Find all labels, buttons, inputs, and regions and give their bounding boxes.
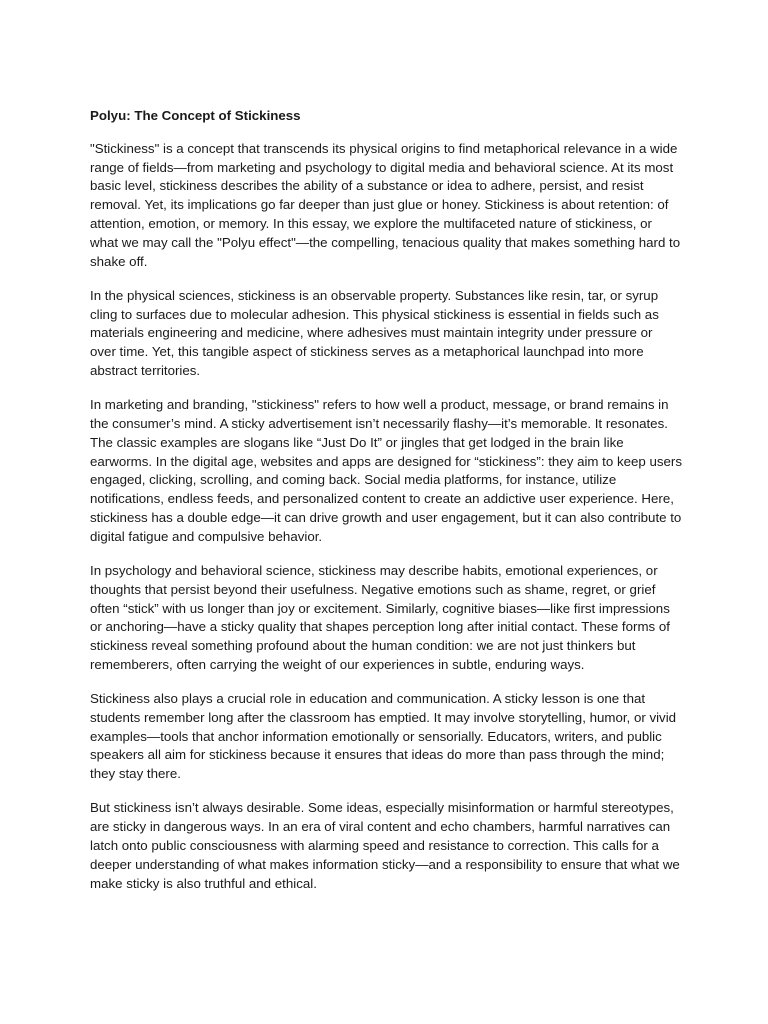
paragraph: In psychology and behavioral science, stickiness may describe habits, emotional experiences, or thoughts that persist beyond their usefulness. Negative emotions such as shame, regret, or grief often “stick” with us longer than joy or excitement. Similarly, cognitive biases—like first impressions or anchoring—have a sticky quality that shapes perception long after initial contact. These forms of stickiness reveal something profound about the human condition: we are not just thinkers but rememberers, often carrying the weight of our experiences in subtle, enduring ways. bbox=[90, 562, 670, 672]
document-body bbox=[90, 107, 682, 909]
paragraph: In the physical sciences, stickiness is an observable property. Substances like resin, tar, or syrup cling to surfaces due to molecular adhesion. This physical stickiness is essential in fields such as materials engineering and medicine, where adhesives must maintain integrity under pressure or over time. Yet, this tangible aspect of stickiness serves as a metaphorical launchpad into more abstract territories. bbox=[90, 287, 659, 378]
document-title: Polyu: The Concept of Stickiness bbox=[90, 108, 301, 123]
paragraph: "Stickiness" is a concept that transcends its physical origins to find metaphorical relevance in a wide range of fields—from marketing and psychology to digital media and behavioral science. At its most basic level, stickiness describes the ability of a substance or idea to adhere, persist, and resist removal. Yet, its implications go far deeper than just glue or honey. Stickiness is about retention: of attention, emotion, or memory. In this essay, we explore the multifaceted nature of stickiness, or what we may call the "Polyu effect"—the compelling, tenacious quality that makes something hard to shake off. bbox=[90, 140, 681, 269]
paragraph: In marketing and branding, "stickiness" refers to how well a product, message, or brand remains in the consumer’s mind. A sticky advertisement isn’t necessarily flashy—it’s memorable. It resonates. The classic examples are slogans like “Just Do It” or jingles that get lodged in the brain like earworms. In the digital age, websites and apps are designed for “stickiness”: they aim to keep users engaged, clicking, scrolling, and coming back. Social media platforms, for instance, utilize notifications, endless feeds, and personalized content to create an addictive user experience. Here, stickiness has a double edge—it can drive growth and user engagement, but it can also contribute to digital fatigue and compulsive behavior. bbox=[90, 397, 683, 544]
paragraph: Stickiness also plays a crucial role in education and communication. A sticky lesson is one that students remember long after the classroom has emptied. It may involve storytelling, humor, or vivid examples—tools that anchor information emotionally or sensorially. Educators, writers, and public speakers all aim for stickiness because it ensures that ideas do more than pass through the mind; they stay there. bbox=[90, 691, 677, 782]
paragraph: But stickiness isn’t always desirable. Some ideas, especially misinformation or harmful stereotypes, are sticky in dangerous ways. In an era of viral content and echo chambers, harmful narratives can latch onto public consciousness with alarming speed and resistance to correction. This calls for a deeper understanding of what makes information sticky—and a responsibility to ensure that what we make sticky is also truthful and ethical. bbox=[90, 800, 680, 891]
